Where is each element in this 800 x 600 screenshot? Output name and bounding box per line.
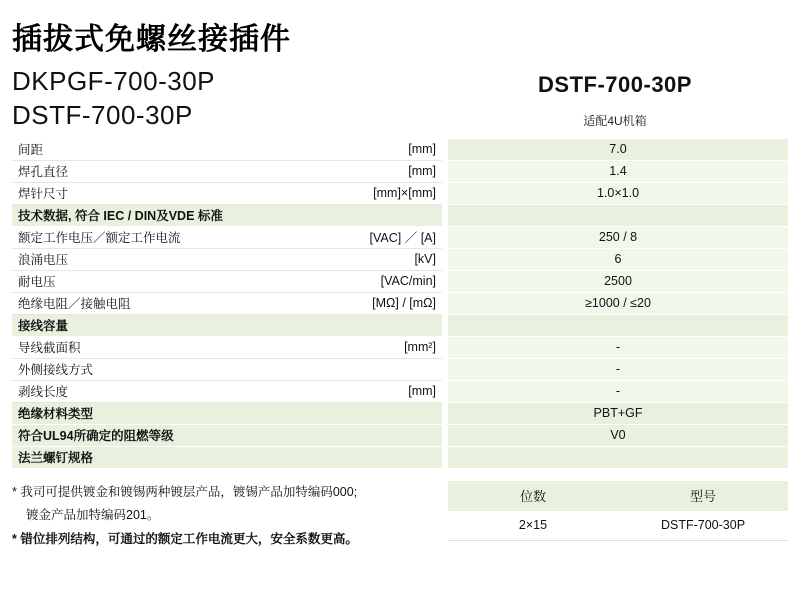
spec-values-column <box>448 139 788 469</box>
spec-unit: [VAC/min] <box>380 274 436 289</box>
spec-unit: [mm²] <box>404 340 436 355</box>
spec-value: PBT+GF <box>448 403 788 425</box>
spec-label: 外侧接线方式 <box>18 363 94 378</box>
note-line: * 错位排列结构，可通过的额定工作电流更大，安全系数更高。 <box>12 532 358 547</box>
spec-row <box>12 271 442 293</box>
spec-label: 接线容量 <box>18 319 69 334</box>
variant-model: DSTF-700-30P <box>538 72 692 97</box>
note-line: * 我司可提供镀金和镀锡两种镀层产品，镀锡产品加特编码000; <box>12 484 358 499</box>
spec-label: 剥线长度 <box>18 385 69 400</box>
spec-label: 导线截面积 <box>18 341 81 356</box>
spec-label: 技术数据, 符合 IEC / DIN及VDE 标准 <box>18 209 223 224</box>
variant-header <box>442 64 788 129</box>
spec-row <box>12 249 442 271</box>
spec-value <box>448 447 788 469</box>
spec-value: ≥1000 / ≤20 <box>448 293 788 315</box>
model-name-secondary: DSTF-700-30P <box>12 100 193 131</box>
spec-value: - <box>448 381 788 403</box>
spec-labels-column <box>12 139 442 469</box>
spec-row <box>12 183 442 205</box>
spec-value <box>448 315 788 337</box>
spec-value: 7.0 <box>448 139 788 161</box>
spec-row <box>12 161 442 183</box>
spec-row <box>12 227 442 249</box>
spec-unit: [mm] <box>408 164 436 179</box>
ordering-table <box>448 481 788 552</box>
spec-row <box>12 337 442 359</box>
page-title: 插拔式免螺丝接插件 <box>12 23 291 56</box>
spec-section-header <box>12 447 442 469</box>
spec-value: 1.4 <box>448 161 788 183</box>
model-name-primary: DKPGF-700-30P <box>12 66 216 96</box>
spec-unit: [mm]×[mm] <box>373 186 436 201</box>
notes-block <box>12 481 442 552</box>
spec-unit: [mm] <box>408 384 436 399</box>
spec-label: 焊针尺寸 <box>18 187 69 202</box>
spec-label: 法兰螺钉规格 <box>18 451 94 466</box>
spec-row <box>12 359 442 381</box>
header-row <box>12 64 788 139</box>
table-row <box>448 511 788 541</box>
spec-section-header <box>12 425 442 447</box>
ordering-header-cell: 位数 <box>519 489 546 505</box>
spec-label: 耐电压 <box>18 275 56 290</box>
spec-label: 符合UL94所确定的阻燃等级 <box>18 429 174 444</box>
spec-row <box>12 293 442 315</box>
spec-label: 绝缘材料类型 <box>18 407 94 422</box>
spec-label: 间距 <box>18 143 44 158</box>
spec-unit: [VAC] ／ [A] <box>369 231 436 246</box>
spec-label: 焊孔直径 <box>18 165 69 180</box>
ordering-header-cell: 型号 <box>689 489 716 505</box>
spec-section-header <box>12 403 442 425</box>
spec-label: 绝缘电阻／接触电阻 <box>18 297 131 312</box>
spec-label: 额定工作电压／额定工作电流 <box>18 231 181 246</box>
spec-label: 浪涌电压 <box>18 253 69 268</box>
spec-value <box>448 205 788 227</box>
spec-value: 1.0×1.0 <box>448 183 788 205</box>
note-line: 镀金产品加特编码201。 <box>26 508 160 523</box>
spec-unit: [MΩ] / [mΩ] <box>372 296 436 311</box>
spec-section-header <box>12 205 442 227</box>
ordering-table-header <box>448 481 788 511</box>
spec-value: 6 <box>448 249 788 271</box>
ordering-cell-model: DSTF-700-30P <box>660 518 746 533</box>
spec-table <box>12 139 788 469</box>
spec-section-header <box>12 315 442 337</box>
ordering-cell-positions: 2×15 <box>518 518 548 533</box>
variant-note: 适配4U机箱 <box>583 114 647 128</box>
spec-value: - <box>448 359 788 381</box>
spec-value: 250 / 8 <box>448 227 788 249</box>
spec-value: 2500 <box>448 271 788 293</box>
spec-value: V0 <box>448 425 788 447</box>
spec-unit: [kV] <box>414 252 436 267</box>
footer-area <box>12 481 788 552</box>
spec-unit: [mm] <box>408 142 436 157</box>
spec-row <box>12 139 442 161</box>
spec-value: - <box>448 337 788 359</box>
model-list <box>12 64 442 133</box>
spec-row <box>12 381 442 403</box>
